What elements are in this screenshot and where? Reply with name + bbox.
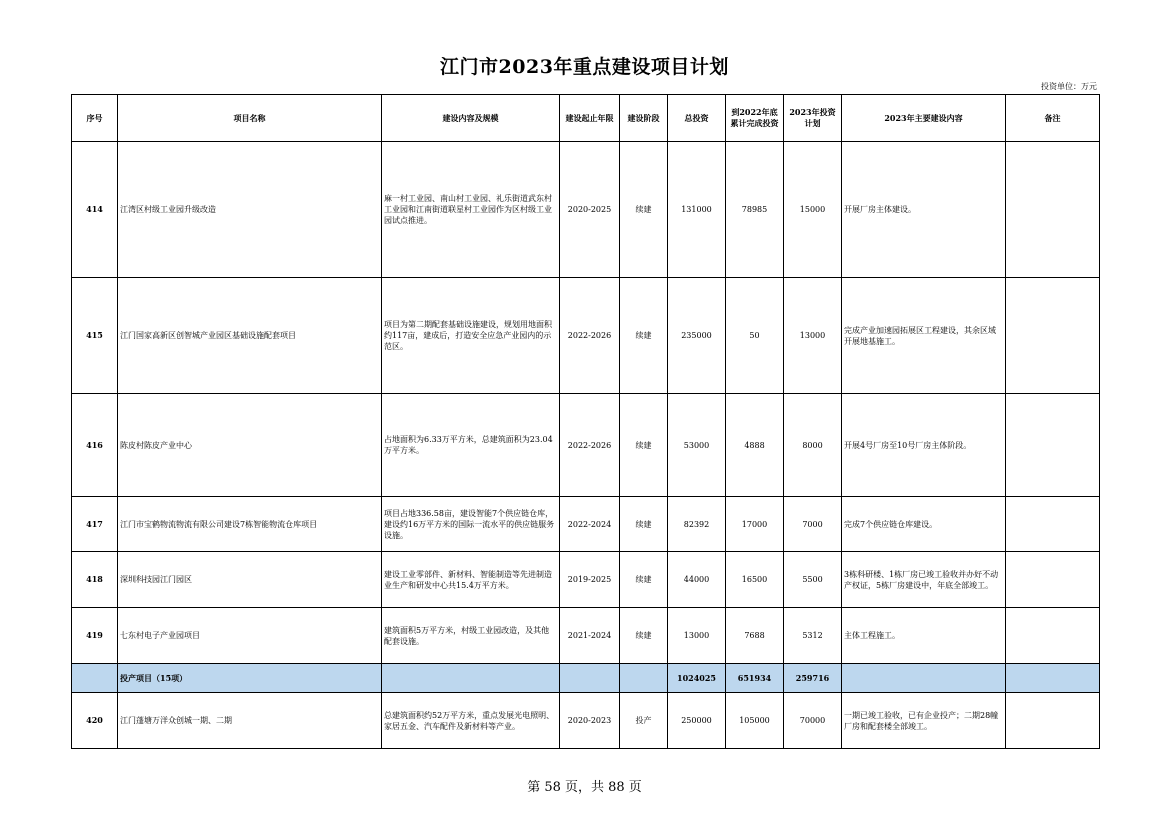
cell-period: 2020-2023 xyxy=(560,693,620,749)
cell-stage: 续建 xyxy=(620,608,668,664)
header-completed: 到2022年底累计完成投资 xyxy=(726,95,784,142)
cell-note xyxy=(1006,497,1100,552)
cell-seq: 414 xyxy=(72,142,118,278)
cell-seq: 415 xyxy=(72,278,118,394)
cell-completed: 16500 xyxy=(726,552,784,608)
cell-plan2023: 7000 xyxy=(784,497,842,552)
cell-name: 江门市宝鹤物流物流有限公司建设7栋智能物流仓库项目 xyxy=(118,497,382,552)
cell-content: 项目为第二期配套基础设施建设，规划用地面积约117亩，建成后，打造安全应急产业园内的示范区。 xyxy=(382,278,560,394)
subtotal-seq-cell xyxy=(72,664,118,693)
cell-note xyxy=(1006,552,1100,608)
cell-content: 建设工业零部件、新材料、智能制造等先进制造业生产和研发中心共15.4万平方米。 xyxy=(382,552,560,608)
table-row xyxy=(72,394,1100,497)
cell-main2023: 主体工程施工。 xyxy=(842,608,1006,664)
cell-seq: 417 xyxy=(72,497,118,552)
subtotal-row xyxy=(72,664,1100,693)
cell-total: 250000 xyxy=(668,693,726,749)
cell-main2023: 开展4号厂房至10号厂房主体阶段。 xyxy=(842,394,1006,497)
cell-content: 麻一村工业园、南山村工业园、礼乐街道武东村工业园和江南街道联星村工业园作为区村级工业园试点推进。 xyxy=(382,142,560,278)
subtotal-empty-cell xyxy=(1006,664,1100,693)
cell-content: 建筑面积5万平方米，村级工业园改造，及其他配套设施。 xyxy=(382,608,560,664)
header-seq: 序号 xyxy=(72,95,118,142)
table-row xyxy=(72,142,1100,278)
header-name: 项目名称 xyxy=(118,95,382,142)
cell-period: 2019-2025 xyxy=(560,552,620,608)
cell-seq: 418 xyxy=(72,552,118,608)
cell-note xyxy=(1006,278,1100,394)
cell-main2023: 开展厂房主体建设。 xyxy=(842,142,1006,278)
cell-completed: 4888 xyxy=(726,394,784,497)
cell-plan2023: 70000 xyxy=(784,693,842,749)
cell-period: 2022-2024 xyxy=(560,497,620,552)
cell-name: 陈皮村陈皮产业中心 xyxy=(118,394,382,497)
cell-total: 44000 xyxy=(668,552,726,608)
header-period: 建设起止年限 xyxy=(560,95,620,142)
cell-completed: 7688 xyxy=(726,608,784,664)
table-row xyxy=(72,608,1100,664)
cell-total: 82392 xyxy=(668,497,726,552)
cell-seq: 419 xyxy=(72,608,118,664)
cell-period: 2020-2025 xyxy=(560,142,620,278)
cell-stage: 续建 xyxy=(620,497,668,552)
cell-note xyxy=(1006,394,1100,497)
table-row xyxy=(72,693,1100,749)
subtotal-empty-cell xyxy=(560,664,620,693)
subtotal-total: 1024025 xyxy=(668,664,726,693)
cell-plan2023: 8000 xyxy=(784,394,842,497)
header-stage: 建设阶段 xyxy=(620,95,668,142)
header-main2023: 2023年主要建设内容 xyxy=(842,95,1006,142)
cell-stage: 投产 xyxy=(620,693,668,749)
table-row xyxy=(72,497,1100,552)
cell-name: 深圳科技园江门园区 xyxy=(118,552,382,608)
cell-note xyxy=(1006,608,1100,664)
cell-completed: 78985 xyxy=(726,142,784,278)
subtotal-label: 投产项目（15项） xyxy=(118,664,382,693)
investment-unit: 投资单位：万元 xyxy=(1041,82,1097,91)
subtotal-plan2023: 259716 xyxy=(784,664,842,693)
cell-period: 2022-2026 xyxy=(560,278,620,394)
table-header-row xyxy=(72,95,1100,142)
cell-total: 13000 xyxy=(668,608,726,664)
subtotal-completed: 651934 xyxy=(726,664,784,693)
cell-stage: 续建 xyxy=(620,552,668,608)
header-total: 总投资 xyxy=(668,95,726,142)
cell-completed: 50 xyxy=(726,278,784,394)
cell-stage: 续建 xyxy=(620,142,668,278)
cell-note xyxy=(1006,693,1100,749)
subtotal-empty-cell xyxy=(382,664,560,693)
cell-name: 江门蓬塘万洋众创城一期、二期 xyxy=(118,693,382,749)
cell-main2023: 一期已竣工验收，已有企业投产；二期28幢厂房和配套楼全部竣工。 xyxy=(842,693,1006,749)
cell-total: 53000 xyxy=(668,394,726,497)
cell-name: 江门国家高新区创智城产业园区基础设施配套项目 xyxy=(118,278,382,394)
cell-main2023: 完成产业加速园拓展区工程建设，其余区域开展地基施工。 xyxy=(842,278,1006,394)
header-content: 建设内容及规模 xyxy=(382,95,560,142)
cell-content: 占地面积为6.33万平方米，总建筑面积为23.04万平方米。 xyxy=(382,394,560,497)
page-title: 江门市2023年重点建设项目计划 xyxy=(440,56,729,78)
cell-total: 131000 xyxy=(668,142,726,278)
cell-period: 2021-2024 xyxy=(560,608,620,664)
cell-plan2023: 13000 xyxy=(784,278,842,394)
cell-main2023: 3栋科研楼、1栋厂房已竣工验收并办好不动产权证，5栋厂房建设中，年底全部竣工。 xyxy=(842,552,1006,608)
subtotal-empty-cell xyxy=(620,664,668,693)
cell-plan2023: 15000 xyxy=(784,142,842,278)
cell-seq: 420 xyxy=(72,693,118,749)
cell-completed: 17000 xyxy=(726,497,784,552)
cell-name: 七东村电子产业园项目 xyxy=(118,608,382,664)
cell-plan2023: 5500 xyxy=(784,552,842,608)
subtotal-empty-cell xyxy=(842,664,1006,693)
cell-name: 江湾区村级工业园升级改造 xyxy=(118,142,382,278)
cell-stage: 续建 xyxy=(620,278,668,394)
cell-period: 2022-2026 xyxy=(560,394,620,497)
cell-content: 总建筑面积约52万平方米，重点发展光电照明、家居五金、汽车配件及新材料等产业。 xyxy=(382,693,560,749)
cell-stage: 续建 xyxy=(620,394,668,497)
page-footer: 第 58 页，共 88 页 xyxy=(527,780,642,795)
table-row xyxy=(72,278,1100,394)
cell-completed: 105000 xyxy=(726,693,784,749)
cell-main2023: 完成7个供应链仓库建设。 xyxy=(842,497,1006,552)
table-row xyxy=(72,552,1100,608)
cell-content: 项目占地336.58亩，建设智能7个供应链仓库，建设约16万平方米的国际一流水平的供应链服务设施。 xyxy=(382,497,560,552)
cell-plan2023: 5312 xyxy=(784,608,842,664)
cell-note xyxy=(1006,142,1100,278)
header-plan2023: 2023年投资计划 xyxy=(784,95,842,142)
header-note: 备注 xyxy=(1006,95,1100,142)
cell-seq: 416 xyxy=(72,394,118,497)
cell-total: 235000 xyxy=(668,278,726,394)
project-table xyxy=(71,94,1100,749)
